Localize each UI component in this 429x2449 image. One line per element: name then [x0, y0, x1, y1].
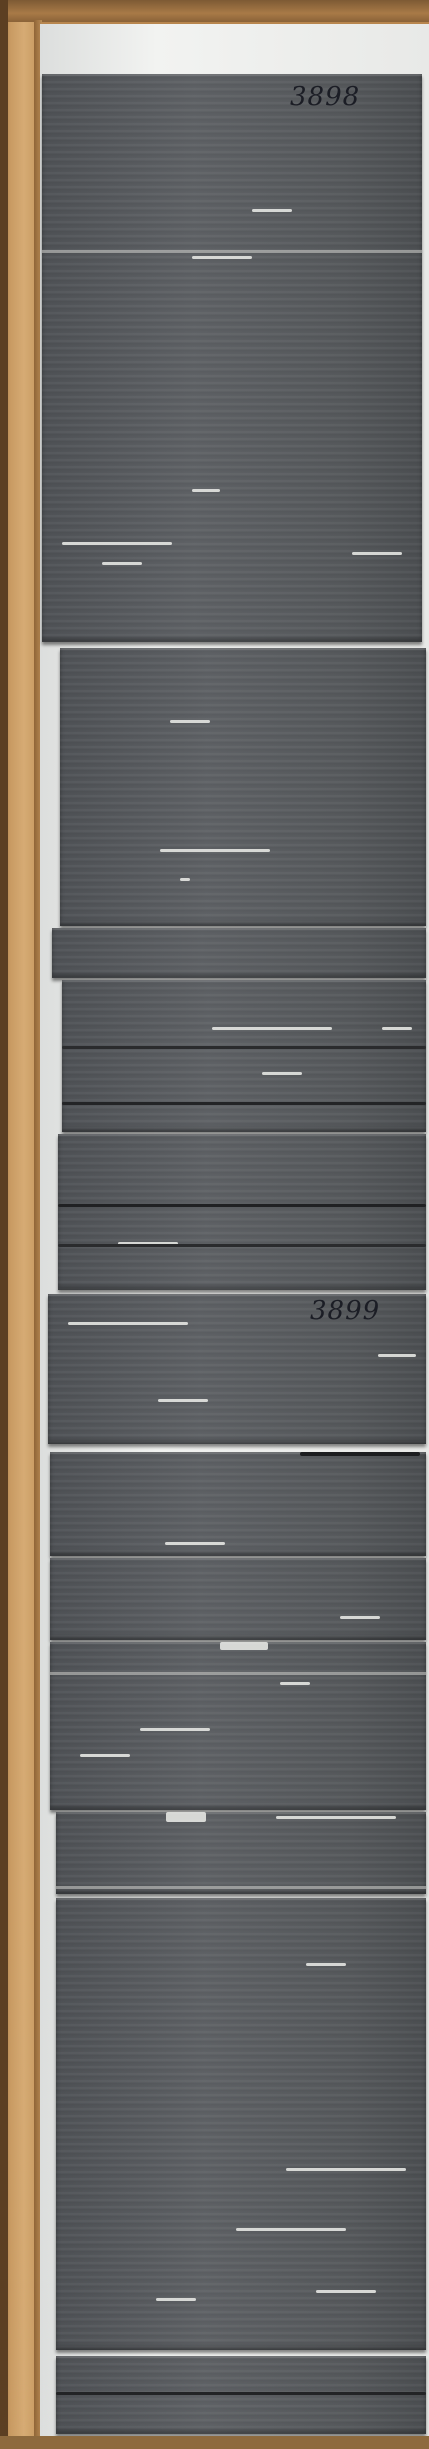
box-left-wall [0, 0, 8, 2449]
core-piece [50, 1642, 426, 1810]
box-top-lip [0, 0, 429, 22]
core-piece [56, 2356, 426, 2434]
core-piece [50, 1558, 426, 1640]
depth-label: 3898 [290, 82, 361, 112]
box-bottom-lip [0, 2436, 429, 2449]
core-piece [60, 648, 426, 926]
core-piece [56, 1898, 426, 2350]
core-piece [58, 1134, 426, 1290]
core-piece [56, 1812, 426, 1894]
depth-label: 3899 [310, 1296, 381, 1326]
core-piece [50, 1452, 426, 1556]
core-piece [52, 928, 426, 978]
core-piece [62, 980, 426, 1132]
core-piece [48, 1294, 426, 1444]
core-piece [42, 74, 422, 642]
